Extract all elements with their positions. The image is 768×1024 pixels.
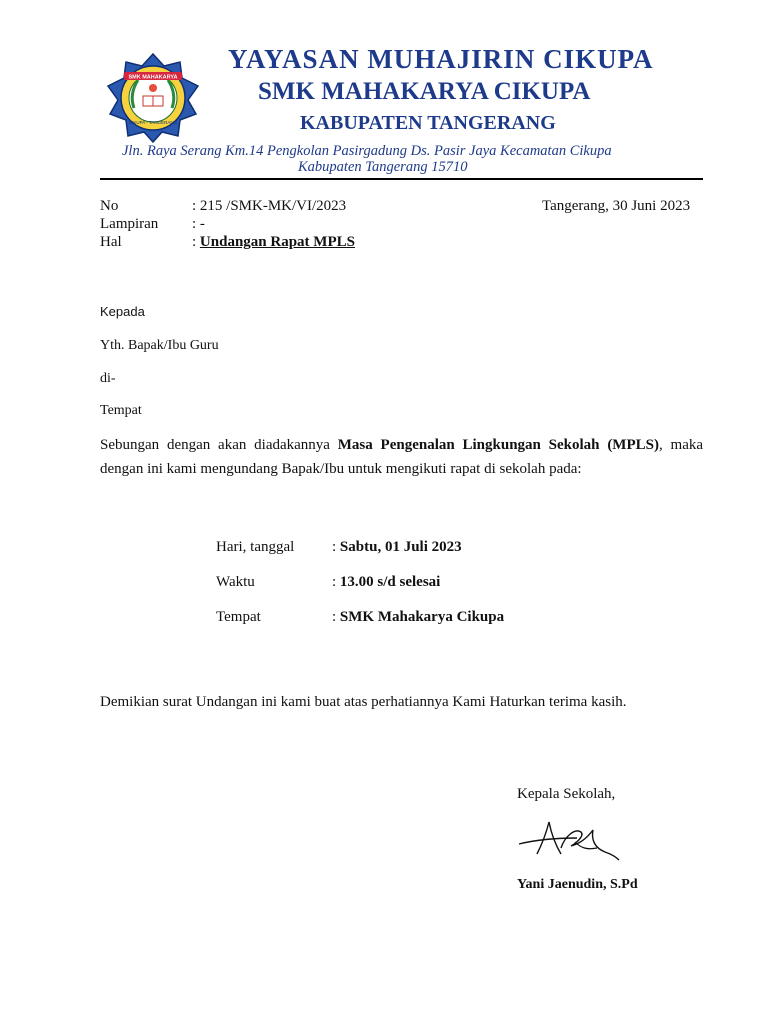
no-label: No <box>100 198 119 214</box>
hal-row <box>192 234 355 251</box>
detail-value: SMK Mahakarya Cikupa <box>339 609 505 625</box>
detail-label-place: Tempat <box>216 609 261 625</box>
detail-value-date <box>332 539 462 556</box>
detail-label-time: Waktu <box>216 574 255 590</box>
detail-value: 13.00 s/d selesai <box>339 574 441 590</box>
address-line-1: Jln. Raya Serang Km.14 Pengkolan Pasirgadung Ds. Pasir Jaya Kecamatan Cikupa <box>122 143 612 159</box>
school-logo <box>102 52 204 144</box>
detail-value: Sabtu, 01 Juli 2023 <box>339 539 462 555</box>
hal-colon: : <box>192 234 200 250</box>
letterhead-divider <box>100 178 703 180</box>
lampiran-value: : - <box>192 216 205 232</box>
detail-colon: : <box>332 609 340 625</box>
lampiran-label: Lampiran <box>100 216 159 232</box>
hal-value: Undangan Rapat MPLS <box>199 234 355 250</box>
logo-text-bottom: CIKUPA - TANGERANG <box>128 120 178 125</box>
detail-label-date: Hari, tanggal <box>216 539 295 555</box>
opening-text-a: Sebungan dengan akan diadakannya <box>100 437 338 453</box>
no-value: : 215 /SMK-MK/VI/2023 <box>192 198 347 214</box>
recipient-tempat: Tempat <box>100 403 142 418</box>
opening-text-bold: Masa Pengenalan Lingkungan Sekolah (MPLS) <box>337 437 659 453</box>
school-name: SMK MAHAKARYA CIKUPA <box>258 78 591 105</box>
closing-sentence: Demikian surat Undangan ini kami buat atas perhatiannya Kami Haturkan terima kasih. <box>100 694 627 710</box>
address-line-2: Kabupaten Tangerang 15710 <box>298 159 468 175</box>
hal-label: Hal <box>100 234 122 250</box>
opening-paragraph <box>100 433 703 481</box>
signatory-name: Yani Jaenudin, S.Pd <box>517 877 638 892</box>
recipient-yth: Yth. Bapak/Ibu Guru <box>100 338 219 353</box>
handwritten-signature <box>515 818 625 862</box>
detail-colon: : <box>332 539 340 555</box>
signature-title: Kepala Sekolah, <box>517 786 616 802</box>
logo-text-top: SMK MAHAKARYA <box>128 74 178 81</box>
detail-value-place <box>332 609 504 626</box>
detail-colon: : <box>332 574 340 590</box>
foundation-name: YAYASAN MUHAJIRIN CIKUPA <box>228 44 654 74</box>
detail-value-time <box>332 574 440 591</box>
recipient-di: di- <box>100 371 116 386</box>
opening-text-b: , maka dengan ini kami mengundang Bapak/Ibu untuk mengikuti rapat di sekolah pada: <box>100 437 704 477</box>
place-date: Tangerang, 30 Juni 2023 <box>542 198 691 214</box>
recipient-kepada: Kepada <box>100 304 145 319</box>
district-name: KABUPATEN TANGERANG <box>300 112 556 134</box>
